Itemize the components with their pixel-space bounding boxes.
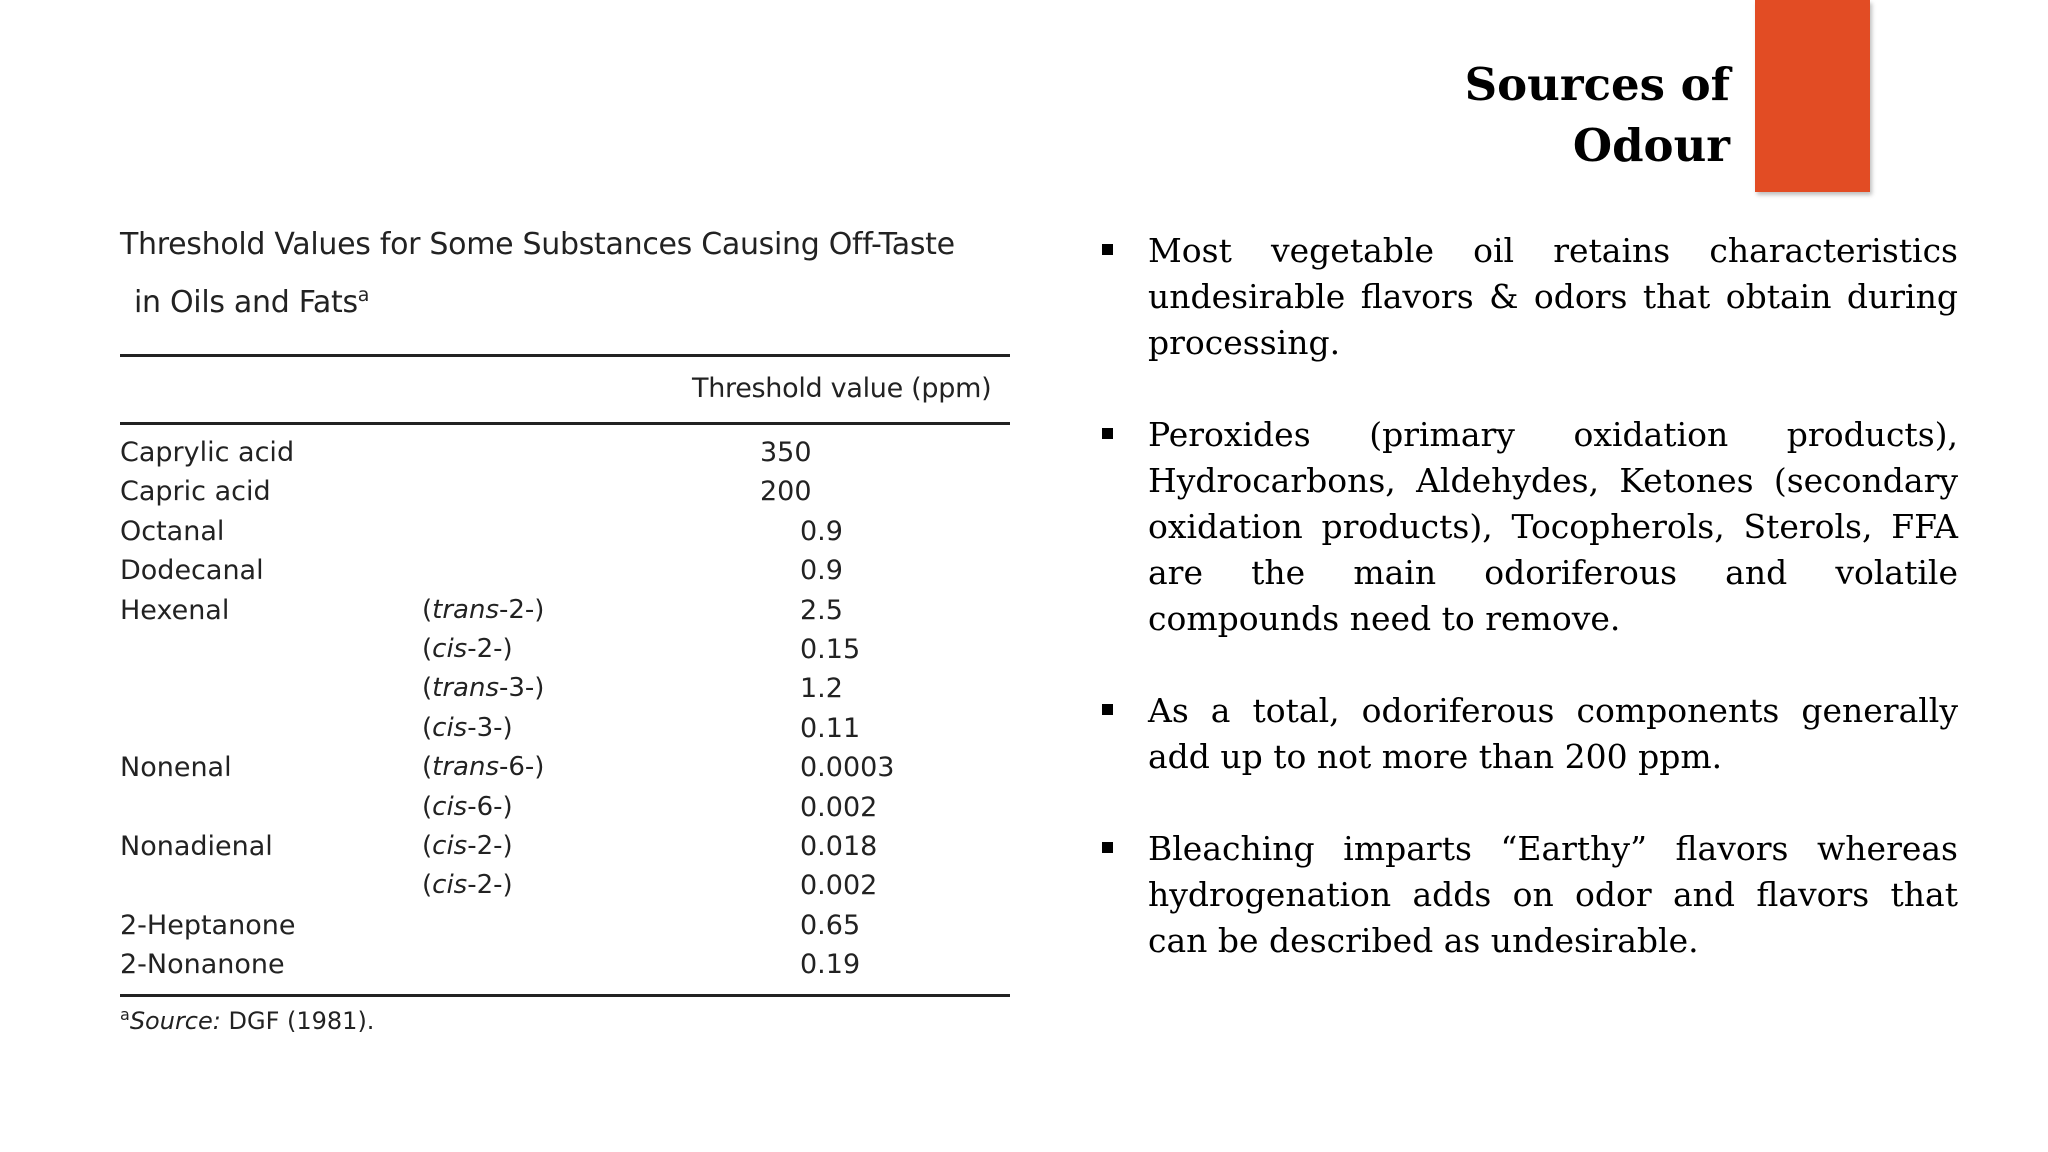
square-bullet-icon (1102, 704, 1113, 715)
square-bullet-icon (1102, 428, 1113, 439)
threshold-value: 1.2 (800, 673, 843, 705)
table-bottom-rule (120, 994, 1010, 997)
threshold-value: 0.9 (800, 555, 843, 587)
bullet-list (1096, 228, 1958, 1010)
bullet-item (1096, 412, 1958, 642)
table-caption-line2 (120, 270, 1010, 328)
isomer-configuration: trans (432, 752, 499, 783)
substance-name: 2-Heptanone (120, 909, 296, 941)
source-text: DGF (1981). (220, 1007, 375, 1035)
isomer-position: -3-) (467, 712, 513, 743)
bullet-text: As a total, odoriferous components generally add up to not more than 200 ppm. (1148, 691, 1958, 776)
isomer-configuration: cis (432, 712, 468, 743)
table-source-note (120, 1005, 374, 1035)
table-row (120, 669, 1010, 708)
threshold-value: 0.002 (800, 870, 878, 902)
isomer-prefix: ( (422, 712, 433, 743)
table-caption-line2-text: in Oils and Fats (134, 285, 358, 320)
threshold-value: 0.65 (800, 909, 861, 941)
threshold-value: 0.018 (800, 830, 878, 862)
threshold-value: 0.9 (800, 515, 843, 547)
table-caption (120, 220, 1010, 328)
table-caption-footnote-mark: a (357, 284, 370, 306)
isomer-prefix: ( (422, 791, 433, 822)
accent-bar (1755, 0, 1870, 192)
table-row (120, 906, 1010, 945)
table-row (120, 709, 1010, 748)
table-row (120, 472, 1010, 511)
isomer-configuration: cis (432, 830, 468, 861)
isomer-position: -3-) (499, 673, 545, 704)
table-top-rule (120, 354, 1010, 357)
isomer-position: -2-) (467, 830, 513, 861)
table-row (120, 866, 1010, 905)
substance-name: Capric acid (120, 476, 271, 508)
table-row (120, 748, 1010, 787)
table-header-rule (120, 422, 1010, 425)
slide-title-line1: Sources of (1464, 58, 1730, 111)
table-row (120, 788, 1010, 827)
isomer-configuration: cis (432, 791, 468, 822)
isomer-position: -2-) (499, 594, 545, 625)
threshold-value: 200 (760, 476, 812, 508)
isomer-label (422, 827, 513, 866)
isomer-position: -6-) (499, 752, 545, 783)
table-row (120, 630, 1010, 669)
bullet-text: Bleaching imparts “Earthy” flavors whereas hydrogenation adds on odor and flavors that can be described as undesirable. (1148, 829, 1958, 960)
threshold-table-figure (120, 220, 1010, 1040)
table-row (120, 827, 1010, 866)
slide-title-line2: Odour (1572, 119, 1730, 172)
table-body (120, 433, 1010, 984)
slide-title (1370, 54, 1730, 176)
table-row (120, 512, 1010, 551)
square-bullet-icon (1102, 842, 1113, 853)
bullet-item (1096, 228, 1958, 366)
isomer-prefix: ( (422, 870, 433, 901)
isomer-prefix: ( (422, 633, 433, 664)
threshold-value: 0.002 (800, 791, 878, 823)
threshold-value: 0.19 (800, 949, 861, 981)
isomer-configuration: trans (432, 594, 499, 625)
threshold-value: 0.15 (800, 633, 861, 665)
bullet-text: Peroxides (primary oxidation products), Hydrocarbons, Aldehydes, Ketones (secondary oxidation products), Tocopherols, Sterols, FFA are the main odoriferous and volatile compounds need to remove. (1148, 415, 1958, 638)
threshold-value: 0.0003 (800, 752, 895, 784)
substance-name: Dodecanal (120, 555, 264, 587)
isomer-prefix: ( (422, 673, 433, 704)
isomer-configuration: cis (432, 633, 468, 664)
table-column-header: Threshold value (ppm) (692, 373, 992, 404)
substance-name: Hexenal (120, 594, 230, 626)
isomer-prefix: ( (422, 830, 433, 861)
isomer-label (422, 709, 513, 748)
substance-name: Nonadienal (120, 830, 273, 862)
isomer-position: -2-) (467, 870, 513, 901)
table-row (120, 945, 1010, 984)
isomer-configuration: cis (432, 870, 468, 901)
isomer-configuration: trans (432, 673, 499, 704)
substance-name: Nonenal (120, 752, 232, 784)
isomer-label (422, 591, 544, 630)
table-row (120, 591, 1010, 630)
table-row (120, 433, 1010, 472)
isomer-label (422, 788, 513, 827)
table-row (120, 551, 1010, 590)
bullet-item (1096, 688, 1958, 780)
substance-name: Caprylic acid (120, 437, 295, 468)
square-bullet-icon (1102, 244, 1113, 255)
table-caption-line1: Threshold Values for Some Substances Causing Off-Taste (120, 227, 955, 262)
isomer-prefix: ( (422, 594, 433, 625)
substance-name: 2-Nonanone (120, 949, 285, 981)
threshold-value: 2.5 (800, 594, 843, 626)
source-footnote-mark: a (120, 1005, 130, 1024)
source-label: Source: (129, 1007, 221, 1035)
isomer-position: -2-) (467, 633, 513, 664)
threshold-value: 350 (760, 437, 812, 468)
threshold-value: 0.11 (800, 712, 861, 744)
bullet-item (1096, 826, 1958, 964)
isomer-label (422, 630, 513, 669)
isomer-position: -6-) (467, 791, 513, 822)
bullet-text: Most vegetable oil retains characteristics undesirable flavors & odors that obtain during processing. (1148, 231, 1958, 362)
isomer-label (422, 748, 544, 787)
isomer-prefix: ( (422, 752, 433, 783)
isomer-label (422, 669, 544, 708)
isomer-label (422, 866, 513, 905)
substance-name: Octanal (120, 515, 225, 547)
